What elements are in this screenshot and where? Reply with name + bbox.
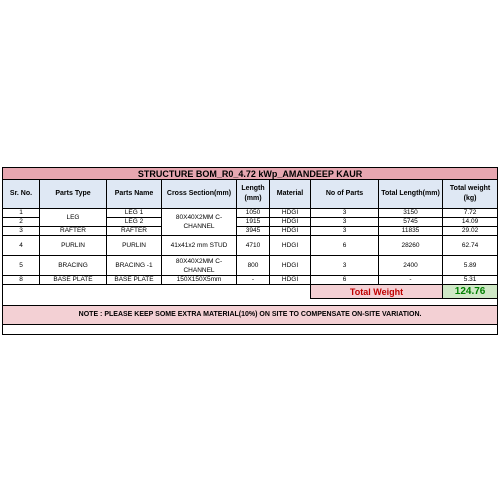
cell-sr-no: 8 (3, 276, 40, 285)
cell-material: HDGI (270, 236, 311, 256)
cell-cross-section: 80X40X2MM C-CHANNEL (162, 209, 237, 236)
cell-material: HDGI (270, 256, 311, 276)
cell-parts-name: PURLIN (107, 236, 162, 256)
cell-cross-section: 150X150X5mm (162, 276, 237, 285)
cell-cross-section: 80X40X2MM C-CHANNEL (162, 256, 237, 276)
cell-sr-no: 2 (3, 218, 40, 227)
table-row (3, 256, 498, 276)
cell-no-of-parts: 3 (311, 218, 379, 227)
cell-total-length: 3150 (379, 209, 443, 218)
header-sr-no: Sr. No. (3, 180, 40, 209)
cell-length: - (237, 276, 270, 285)
total-row (3, 285, 498, 299)
cell-length: 1915 (237, 218, 270, 227)
cell-no-of-parts: 6 (311, 276, 379, 285)
header-parts-name: Parts Name (107, 180, 162, 209)
cell-total-weight: 29.02 (443, 227, 498, 236)
cell-no-of-parts: 3 (311, 227, 379, 236)
cell-parts-name: BRACING -1 (107, 256, 162, 276)
header-no-of-parts: No of Parts (311, 180, 379, 209)
cell-parts-name: LEG 1 (107, 209, 162, 218)
cell-parts-name: BASE PLATE (107, 276, 162, 285)
table-title: STRUCTURE BOM_R0_4.72 kWp_AMANDEEP KAUR (3, 168, 498, 180)
cell-length: 1050 (237, 209, 270, 218)
table-row (3, 227, 498, 236)
cell-length: 800 (237, 256, 270, 276)
cell-total-weight: 14.09 (443, 218, 498, 227)
table-row (3, 209, 498, 218)
total-weight-value: 124.76 (443, 285, 498, 299)
cell-no-of-parts: 6 (311, 236, 379, 256)
cell-material: HDGI (270, 276, 311, 285)
cell-parts-name: LEG 2 (107, 218, 162, 227)
cell-parts-type: BRACING (40, 256, 107, 276)
cell-total-weight: 62.74 (443, 236, 498, 256)
cell-total-weight: 7.72 (443, 209, 498, 218)
cell-no-of-parts: 3 (311, 256, 379, 276)
table-row (3, 236, 498, 256)
cell-parts-type: BASE PLATE (40, 276, 107, 285)
header-length: Length (mm) (237, 180, 270, 209)
cell-total-length: - (379, 276, 443, 285)
cell-parts-type: LEG (40, 209, 107, 227)
cell-material: HDGI (270, 218, 311, 227)
cell-total-length: 5745 (379, 218, 443, 227)
table-row (3, 276, 498, 285)
cell-sr-no: 4 (3, 236, 40, 256)
cell-total-weight: 5.31 (443, 276, 498, 285)
header-parts-type: Parts Type (40, 180, 107, 209)
cell-material: HDGI (270, 227, 311, 236)
cell-sr-no: 1 (3, 209, 40, 218)
cell-cross-section: 41x41x2 mm STUD (162, 236, 237, 256)
cell-parts-type: PURLIN (40, 236, 107, 256)
cell-length: 4710 (237, 236, 270, 256)
cell-total-length: 11835 (379, 227, 443, 236)
cell-total-weight: 5.89 (443, 256, 498, 276)
header-material: Material (270, 180, 311, 209)
cell-parts-type: RAFTER (40, 227, 107, 236)
bom-table (2, 167, 498, 335)
header-row (3, 180, 498, 209)
cell-sr-no: 5 (3, 256, 40, 276)
header-total-length: Total Length(mm) (379, 180, 443, 209)
cell-no-of-parts: 3 (311, 209, 379, 218)
cell-length: 3945 (237, 227, 270, 236)
total-weight-label: Total Weight (311, 285, 443, 299)
note-text: NOTE : PLEASE KEEP SOME EXTRA MATERIAL(10%) ON SITE TO COMPENSATE ON-SITE VARIATION. (3, 306, 498, 325)
cell-total-length: 28260 (379, 236, 443, 256)
header-total-weight: Total weight (kg) (443, 180, 498, 209)
header-cross-section: Cross Section(mm) (162, 180, 237, 209)
cell-total-length: 2400 (379, 256, 443, 276)
cell-parts-name: RAFTER (107, 227, 162, 236)
cell-sr-no: 3 (3, 227, 40, 236)
cell-material: HDGI (270, 209, 311, 218)
